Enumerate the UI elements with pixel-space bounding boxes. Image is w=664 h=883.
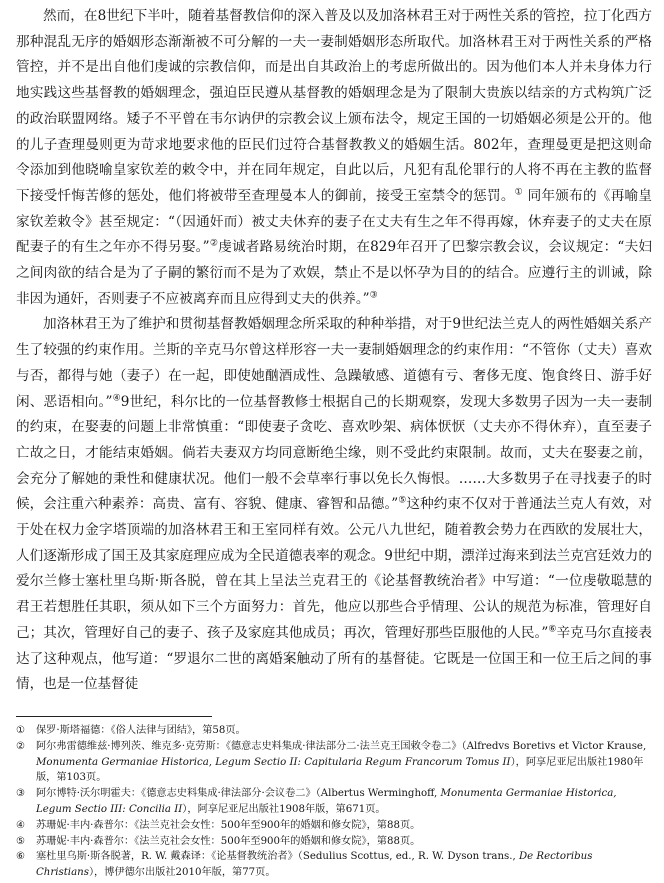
footnote-1: [16, 723, 652, 739]
footnote-text: 保罗·斯塔福德：《俗人法律与团结》，第58页。: [36, 724, 246, 736]
footnote-ref-4[interactable]: ④: [112, 393, 121, 404]
footnote-text: 塞杜里乌斯·斯各脱著，R. W. 戴森译：《论基督教统治者》（Sedulius Scottus, ed., R. W. Dyson trans., De Rectoribus Christians），博伊德尔出版社2010年版，第77页。: [36, 851, 593, 879]
footnote-6: [16, 849, 652, 881]
footnote-2: [16, 739, 652, 786]
footnote-5: [16, 834, 652, 850]
footnote-divider: [16, 716, 212, 717]
footnote-mark: ③: [16, 788, 26, 800]
main-text: [16, 4, 652, 698]
footnote-4: [16, 818, 652, 834]
footnote-ref-2[interactable]: ②: [209, 238, 219, 249]
footnote-text: 阿尔弗雷德维兹·博列茨、维克多·克劳斯：《德意志史料集成·律法部分二·法兰克王国敕令卷二》（Alfredvs Boretivs et Victor Krause, Monumenta Germaniae Historica, Legum Sectio II: Capitularia Regum Francorum Tomus II），阿享尼亚尼出版社1980年版，第103页。: [36, 740, 647, 784]
footnotes: [16, 723, 652, 881]
footnote-3: [16, 786, 652, 818]
footnote-text: 阿尔博特·沃尔明霍夫：《德意志史料集成·律法部分·会议卷二》（Albertus Werminghoff, Monumenta Germaniae Historica, Legum Sectio III: Concilia II），阿享尼亚尼出版社1908年版，第671页。: [36, 788, 617, 815]
footnote-ref-5[interactable]: ⑤: [398, 495, 407, 506]
footnote-ref-6[interactable]: ⑥: [548, 624, 557, 635]
footnote-text: 苏珊妮·丰内·森普尔：《法兰克社会女性：500年至900年的婚姻和修女院》，第88页。: [36, 835, 421, 847]
footnote-ref-1[interactable]: ①: [514, 187, 523, 198]
footnote-mark: ⑥: [16, 851, 26, 863]
paragraph-2: 加洛林君王为了维护和贯彻基督教婚姻理念所采取的种种举措，对于9世纪法兰克人的两性婚姻关系产生了较强的约束作用。兰斯的辛克马尔曾这样形容一夫一妻制婚姻理念的约束作用：“不管你（丈夫）喜欢与否，都得与她（妻子）在一起，即使她酗酒成性、急躁敏感、道德有亏、奢侈无度、饱食终日、游手好闲、恶语相向。”④9世纪，科尔比的一位基督教修士根据自己的长期观察，发现大多数男子因为一夫一妻制的约束，在娶妻的问题上非常慎重：“即使妻子贪吃、喜欢吵架、病体恹恹（丈夫亦不得休弃），直至妻子亡故之日，才能结束婚姻。倘若夫妻双方均同意断绝尘缘，则不受此约束限制。故而，丈夫在娶妻之前，会充分了解她的秉性和健康状况。他们一般不会草率行事以免长久悔恨。……大多数男子在寻找妻子的时候，会注重六种素养：高贵、富有、容貌、健康、睿智和品德。”⑤这种约束不仅对于普通法兰克人有效，对于处在权力金字塔顶端的加洛林君王和王室同样有效。公元八九世纪，随着教会势力在西欧的发展壮大，人们逐渐形成了国王及其家庭理应成为全民道德表率的观念。9世纪中期，漂洋过海来到法兰克宫廷效力的爱尔兰修士塞杜里乌斯·斯各脱，曾在其上呈法兰克君王的《论基督教统治者》中写道：“一位虔敬聪慧的君王若想胜任其职，须从如下三个方面努力：首先，他应以那些合乎情理、公认的规范为标准，管理好自己；其次，管理好自己的妻子、孩子及家庭其他成员；再次，管理好那些臣服他的人民。”⑥辛克马尔直接表达了这种观点，他写道：“罗退尔二世的离婚案触动了所有的基督徒。它既是一位国王和一位王后之间的事情，也是一位基督徒: [16, 316, 653, 693]
footnote-mark: ④: [16, 819, 26, 831]
paragraph-1: 然而，在8世纪下半叶，随着基督教信仰的深入普及以及加洛林君王对于两性关系的管控，拉丁化西方那种混乱无序的婚姻形态渐渐被不可分解的一夫一妻制婚姻形态所取代。加洛林君王对于两性关系的严格管控，并不是出自他们虔诚的宗教信仰，而是出自其政治上的考虑所做出的。因为他们本人并未身体力行地实践这些基督教的婚姻理念，强迫臣民遵从基督教的婚姻理念是为了限制大贵族以结亲的方式构筑广泛的政治联盟网络。矮子不平曾在韦尔讷伊的宗教会议上颁布法令，规定王国的一切婚姻必须是公开的。他的儿子查理曼则更为苛求地要求他的臣民们过符合基督教教义的婚姻生活。802年，查理曼更是把这则命令添加到他晓喻皇家钦差的敕令中，并在同年规定，自此以后，凡犯有乱伦罪行的人将不再在主教的监督下接受忏悔苦修的惩处，他们将被带至查理曼本人的御前，接受王室禁令的惩罚。① 同年颁布的《再喻皇家钦差敕令》甚至规定：“（因通奸而）被丈夫休弃的妻子在丈夫有生之年不得再嫁，休弃妻子的丈夫在原配妻子的有生之年亦不得另娶。”②虔诚者路易统治时期，在829年召开了巴黎宗教会议，会议规定：“夫妇之间肉欲的结合是为了子嗣的繁衍而不是为了欢娱，禁止不是以怀孕为目的的结合。应遵行主的训诫，除非因为通奸，否则妻子不应被离弃而且应得到丈夫的供养。”③: [16, 8, 653, 307]
footnote-ref-3[interactable]: ③: [369, 290, 378, 301]
footnote-mark: ①: [16, 724, 26, 736]
footnote-text: 苏珊妮·丰内·森普尔：《法兰克社会女性：500年至900年的婚姻和修女院》，第88页。: [36, 819, 421, 831]
footnote-mark: ⑤: [16, 835, 26, 847]
footnote-mark: ②: [16, 740, 26, 752]
